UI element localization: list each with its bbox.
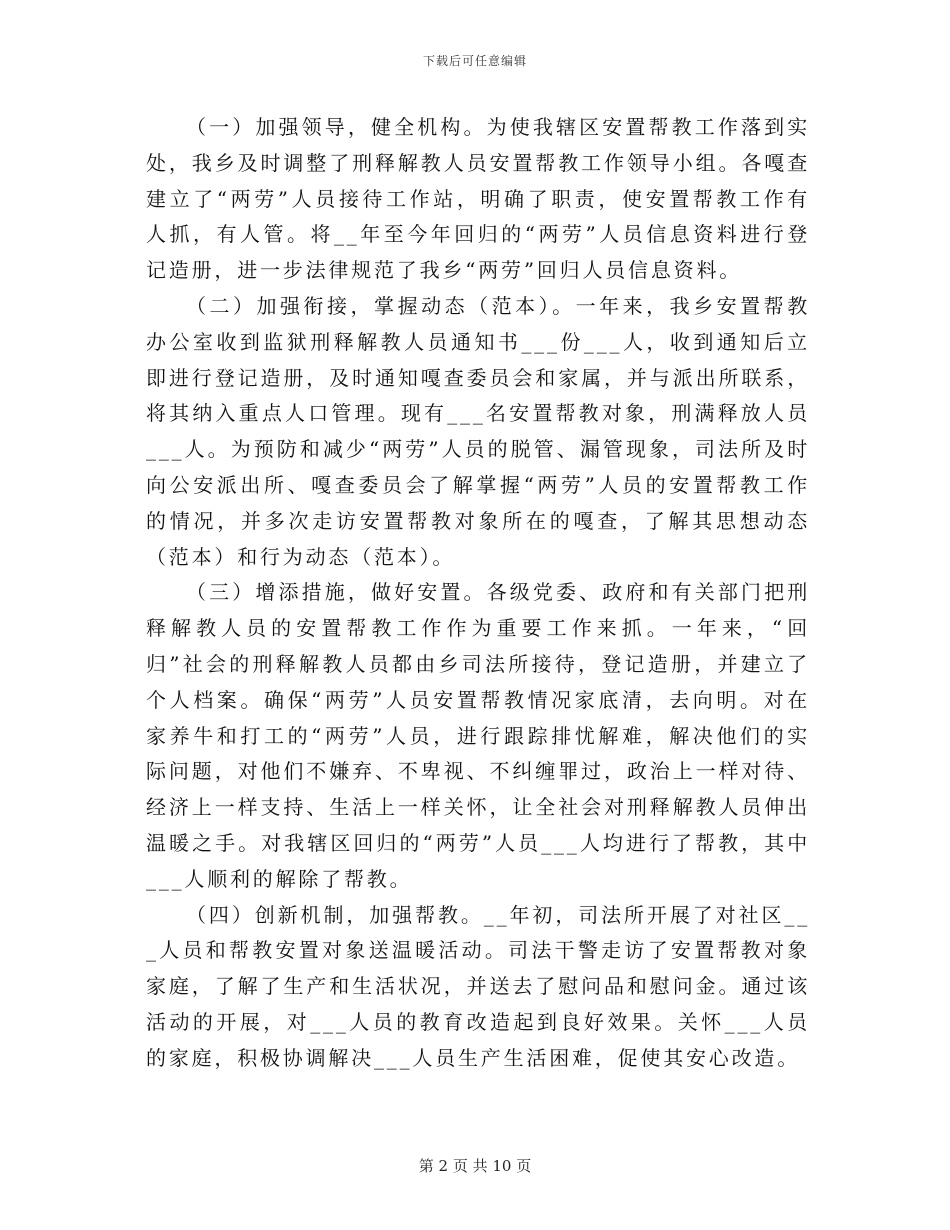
paragraph-2: （二）加强衔接，掌握动态（范本）。一年来，我乡安置帮教办公室收到监狱刑释解教人员通知书___份___人，收到通知后立即进行登记造册，及时通知嘎查委员会和家属，并与派出所联系，将其纳入重点人口管理。现有___名安置帮教对象，刑满释放人员___人。为预防和减少“两劳”人员的脱管、漏管现象，司法所及时向公安派出所、嘎查委员会了解掌握“两劳”人员的安置帮教工作的情况，并多次走访安置帮教对象所在的嘎查，了解其思想动态（范本）和行为动态（范本）。 bbox=[146, 293, 810, 569]
paragraph-3: （三）增添措施，做好安置。各级党委、政府和有关部门把刑释解教人员的安置帮教工作作为重要工作来抓。一年来，“回归”社会的刑释解教人员都由乡司法所接待，登记造册，并建立了个人档案。确保“两劳”人员安置帮教情况家底清，去向明。对在家养牛和打工的“两劳”人员，进行跟踪排忧解难，解决他们的实际问题，对他们不嫌弃、不卑视、不纠缠罪过，政治上一样对待、经济上一样支持、生活上一样关怀，让全社会对刑释解教人员伸出温暖之手。对我辖区回归的“两劳”人员___人均进行了帮教，其中___人顺利的解除了帮教。 bbox=[146, 580, 810, 891]
page-header-note: 下载后可任意编辑 bbox=[422, 54, 527, 68]
page-number-footer: 第 2 页 共 10 页 bbox=[418, 1157, 532, 1175]
paragraph-4: （四）创新机制，加强帮教。__年初，司法所开展了对社区___人员和帮教安置对象送温暖活动。司法干警走访了安置帮教对象家庭，了解了生产和生活状况，并送去了慰问品和慰问金。通过该活动的开展，对___人员的教育改造起到良好效果。关怀___人员的家庭，积极协调解决___人员生产生活困难，促使其安心改造。 bbox=[146, 902, 810, 1070]
paragraph-1: （一）加强领导，健全机构。为使我辖区安置帮教工作落到实处，我乡及时调整了刑释解教人员安置帮教工作领导小组。各嘎查建立了“两劳”人员接待工作站，明确了职责，使安置帮教工作有人抓，有人管。将__年至今年回归的“两劳”人员信息资料进行登记造册，进一步法律规范了我乡“两劳”回归人员信息资料。 bbox=[146, 115, 810, 283]
document-body bbox=[146, 110, 810, 1077]
